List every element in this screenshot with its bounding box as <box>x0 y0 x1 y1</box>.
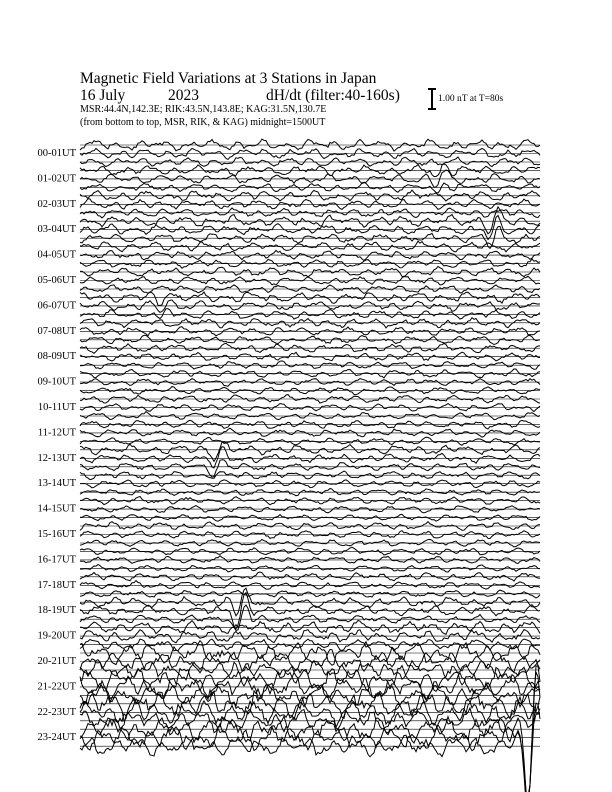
trace-kag-02-03ut <box>80 190 540 201</box>
trace-kag-16-17ut <box>80 547 540 555</box>
stations-info: MSR:44.4N,142.3E; RIK:43.5N,143.8E; KAG:31.5N,130.7E <box>80 104 327 115</box>
trace-rik-06-07ut <box>80 300 540 313</box>
hour-label: 18-19UT <box>37 605 76 617</box>
hour-label: 00-01UT <box>37 148 76 159</box>
trace-line <box>80 639 540 651</box>
trace-rik-15-16ut <box>80 531 540 539</box>
trace-line <box>80 672 540 700</box>
trace-kag-09-10ut <box>80 369 540 378</box>
trace-msr-08-09ut <box>80 361 540 369</box>
station-order-note: (from bottom to top, MSR, RIK, & KAG) midnight=1500UT <box>80 117 326 128</box>
trace-kag-01-02ut <box>80 164 540 177</box>
trace-rik-02-03ut <box>80 199 540 210</box>
trace-msr-14-15ut <box>80 514 540 521</box>
trace-msr-11-12ut <box>80 437 540 445</box>
trace-rik-09-10ut <box>80 379 540 387</box>
hour-label: 10-11UT <box>37 402 76 413</box>
trace-kag-14-15ut <box>80 497 540 505</box>
trace-msr-04-05ut <box>80 259 540 268</box>
hour-label: 20-21UT <box>37 656 76 667</box>
trace-line <box>80 662 540 693</box>
hour-label: 02-03UT <box>37 198 76 210</box>
trace-line <box>80 148 540 159</box>
trace-kag-15-16ut <box>80 522 540 531</box>
trace-rik-17-18ut <box>80 581 540 590</box>
trace-kag-04-05ut <box>80 241 540 252</box>
hour-label: 06-07UT <box>37 300 76 312</box>
trace-line <box>80 250 540 260</box>
trace-rik-13-14ut <box>80 480 540 488</box>
trace-msr-01-02ut <box>80 182 540 193</box>
trace-kag-10-11ut <box>80 395 540 404</box>
hour-label: 03-04UT <box>37 224 76 236</box>
scale-label: 1.00 nT at T=80s <box>438 94 504 104</box>
trace-line <box>80 379 540 387</box>
hour-label: 13-14UT <box>37 478 76 490</box>
hour-label: 16-17UT <box>37 554 76 566</box>
trace-msr-13-14ut <box>80 489 540 496</box>
trace-kag-05-06ut <box>80 266 540 277</box>
trace-kag-17-18ut <box>80 572 540 581</box>
hour-label: 21-22UT <box>37 681 76 693</box>
trace-rik-21-22ut <box>80 672 540 700</box>
trace-rik-18-19ut <box>80 593 540 629</box>
trace-line <box>80 581 540 590</box>
trace-rik-07-08ut <box>80 327 540 336</box>
trace-msr-00-01ut <box>80 157 540 167</box>
trace-rik-14-15ut <box>80 506 540 513</box>
hour-label: 17-18UT <box>37 579 76 591</box>
hour-label: 15-16UT <box>37 529 76 540</box>
hour-label: 05-06UT <box>37 275 76 286</box>
trace-msr-23-24ut <box>80 703 540 792</box>
trace-rik-10-11ut <box>80 404 540 412</box>
trace-line <box>80 309 540 319</box>
trace-rik-11-12ut <box>80 428 540 437</box>
trace-line <box>80 292 540 306</box>
hour-label: 22-23UT <box>37 706 76 718</box>
trace-msr-16-17ut <box>80 565 540 573</box>
trace-kag-07-08ut <box>80 318 540 328</box>
trace-line <box>80 266 540 277</box>
trace-line <box>80 547 540 555</box>
trace-kag-00-01ut <box>80 139 540 151</box>
trace-kag-08-09ut <box>80 343 540 353</box>
trace-kag-13-14ut <box>80 471 540 480</box>
trace-kag-11-12ut <box>80 420 540 429</box>
trace-rik-22-23ut <box>80 697 540 727</box>
year-label: 2023 <box>168 87 199 104</box>
hour-label: 14-15UT <box>37 503 76 515</box>
trace-line <box>80 703 540 792</box>
trace-rik-16-17ut <box>80 556 540 564</box>
trace-rik-00-01ut <box>80 148 540 159</box>
quantity-label: dH/dt (filter:40-160s) <box>266 87 400 104</box>
trace-msr-02-03ut <box>80 208 540 218</box>
trace-msr-15-16ut <box>80 539 540 547</box>
trace-msr-19-20ut <box>80 639 540 651</box>
chart-title: Magnetic Field Variations at 3 Stations in Japan <box>80 70 377 87</box>
trace-msr-07-08ut <box>80 335 540 344</box>
trace-kag-06-07ut <box>80 292 540 306</box>
date-label: 16 July <box>80 87 126 104</box>
hour-label: 04-05UT <box>37 249 76 261</box>
hour-label: 01-02UT <box>37 173 76 185</box>
trace-msr-05-06ut <box>80 285 540 294</box>
trace-msr-17-18ut <box>80 590 540 598</box>
trace-line <box>80 412 540 420</box>
trace-rik-04-05ut <box>80 250 540 260</box>
trace-msr-09-10ut <box>80 387 540 395</box>
trace-msr-10-11ut <box>80 412 540 420</box>
trace-kag-21-22ut <box>80 662 540 693</box>
hour-label: 07-08UT <box>37 325 76 337</box>
hour-label: 09-10UT <box>37 376 76 388</box>
hour-label: 12-13UT <box>37 452 76 464</box>
hour-label: 23-24UT <box>37 732 76 744</box>
trace-rik-08-09ut <box>80 352 540 361</box>
trace-msr-06-07ut <box>80 309 540 319</box>
trace-kag-23-24ut <box>80 666 540 792</box>
hour-label: 19-20UT <box>37 630 76 642</box>
hour-label: 11-12UT <box>37 427 76 439</box>
hour-label: 08-09UT <box>37 351 76 363</box>
trace-rik-05-06ut <box>80 276 540 285</box>
